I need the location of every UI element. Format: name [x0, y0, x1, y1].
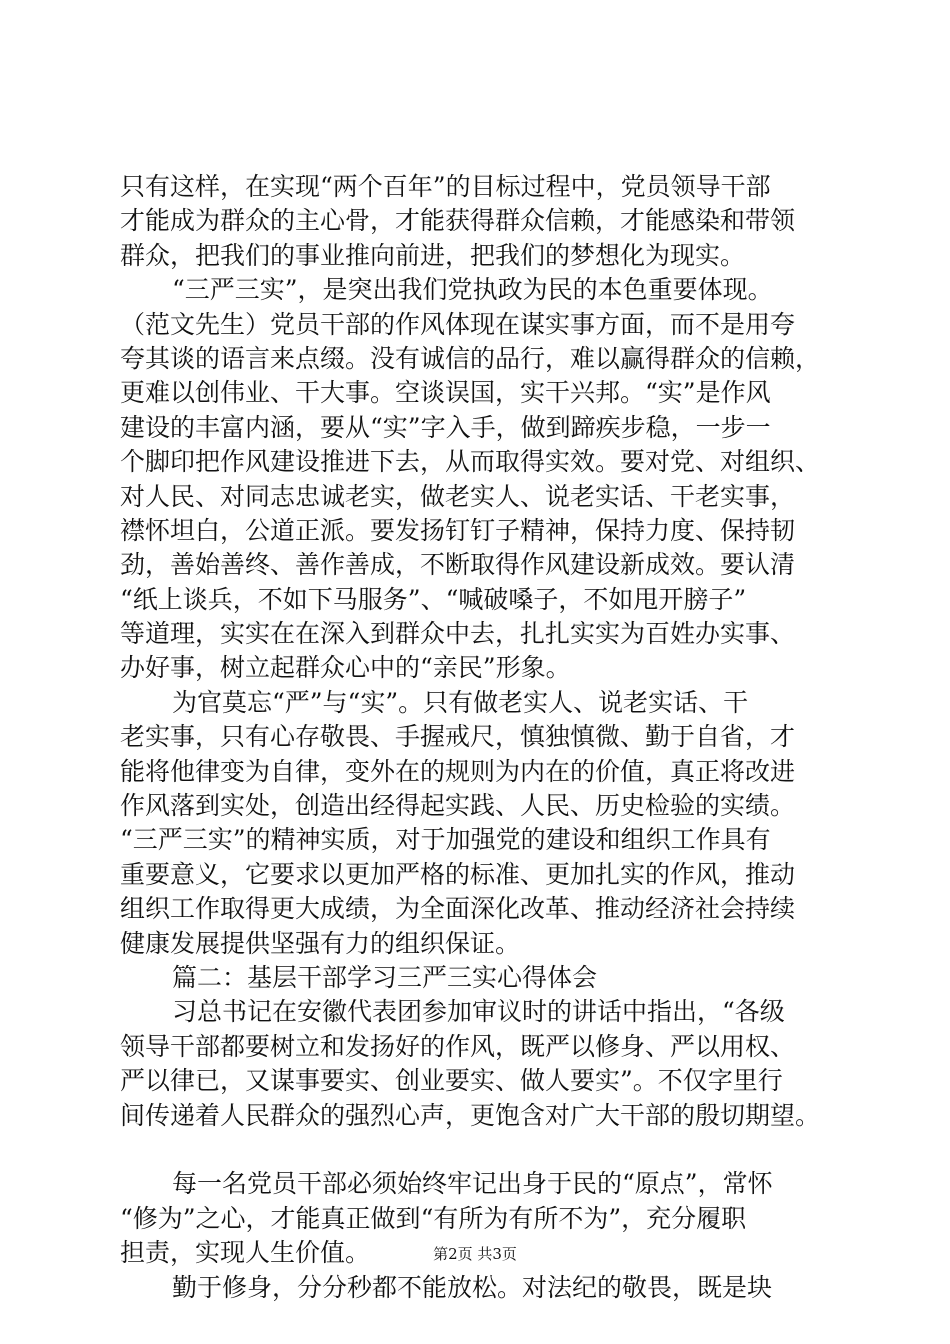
text-line: “纸上谈兵，不如下马服务”、“喊破嗓子，不如甩开膀子”: [120, 584, 747, 614]
text-line: 组织工作取得更大成绩，为全面深化改革、推动经济社会持续: [120, 894, 796, 924]
text-line: 襟怀坦白，公道正派。要发扬钉钉子精神，保持力度、保持韧: [120, 515, 796, 545]
text-line: 领导干部都要树立和发扬好的作风，既严以修身、严以用权、: [120, 1031, 796, 1061]
text-line: 办好事，树立起群众心中的“亲民”形象。: [120, 653, 571, 683]
text-line: 只有这样，在实现“两个百年”的目标过程中，党员领导干部: [120, 172, 771, 201]
text-line: 更难以创伟业、干大事。空谈误国，实干兴邦。“实”是作风: [120, 378, 771, 408]
text-line: 篇二：基层干部学习三严三实心得体会: [172, 962, 598, 992]
text-line: 对人民、对同志忠诚老实，做老实人、说老实话、干老实事，: [120, 481, 796, 511]
blank-line: [120, 1133, 850, 1167]
text-line: 健康发展提供坚强有力的组织保证。: [120, 928, 521, 958]
text-line: 老实事，只有心存敬畏、手握戒尺，慎独慎微、勤于自省，才: [120, 722, 796, 752]
page-footer: 第2页 共3页: [433, 1245, 517, 1263]
text-line: 能将他律变为自律，变外在的规则为内在的价值，真正将改进: [120, 756, 796, 786]
text-line: 群众，把我们的事业推向前进，把我们的梦想化为现实。: [120, 240, 746, 270]
text-line: 间传递着人民群众的强烈心声，更饱含对广大干部的殷切期望。: [120, 1100, 821, 1130]
text-line: 建设的丰富内涵，要从“实”字入手，做到蹄疾步稳，一步一: [120, 412, 771, 442]
text-line: “三严三实”的精神实质，对于加强党的建设和组织工作具有: [120, 825, 771, 855]
text-line: 劲，善始善终、善作善成，不断取得作风建设新成效。要认清: [120, 550, 796, 580]
text-line: 重要意义，它要求以更加严格的标准、更加扎实的作风，推动: [120, 859, 796, 889]
text-line: 勤于修身，分分秒都不能放松。对法纪的敬畏，既是块: [172, 1272, 773, 1302]
text-line: 每一名党员干部必须始终牢记出身于民的“原点”，常怀: [172, 1169, 773, 1199]
document-body: [120, 170, 850, 1305]
text-line: （范文先生）党员干部的作风体现在谋实事方面，而不是用夸: [120, 309, 796, 339]
text-line: 严以律已，又谋事要实、创业要实、做人要实”。不仅字里行: [120, 1066, 783, 1096]
text-line: 等道理，实实在在深入到群众中去，扎扎实实为百姓办实事、: [120, 619, 796, 649]
text-line: 为官莫忘“严”与“实”。只有做老实人、说老实话、干: [172, 687, 749, 717]
text-line: 作风落到实处，创造出经得起实践、人民、历史检验的实绩。: [120, 791, 796, 821]
text-line: “修为”之心，才能真正做到“有所为有所不为”，充分履职: [120, 1203, 747, 1233]
text-line: “三严三实”，是突出我们党执政为民的本色重要体现。: [172, 275, 773, 305]
text-line: 担责，实现人生价值。: [120, 1238, 371, 1268]
text-line: 习总书记在安徽代表团参加审议时的讲话中指出，“各级: [172, 997, 785, 1027]
text-line: 夸其谈的语言来点缀。没有诚信的品行，难以赢得群众的信赖，: [120, 343, 821, 373]
text-line: 才能成为群众的主心骨，才能获得群众信赖，才能感染和带领: [120, 206, 796, 236]
text-line: 个脚印把作风建设推进下去，从而取得实效。要对党、对组织、: [120, 447, 821, 477]
